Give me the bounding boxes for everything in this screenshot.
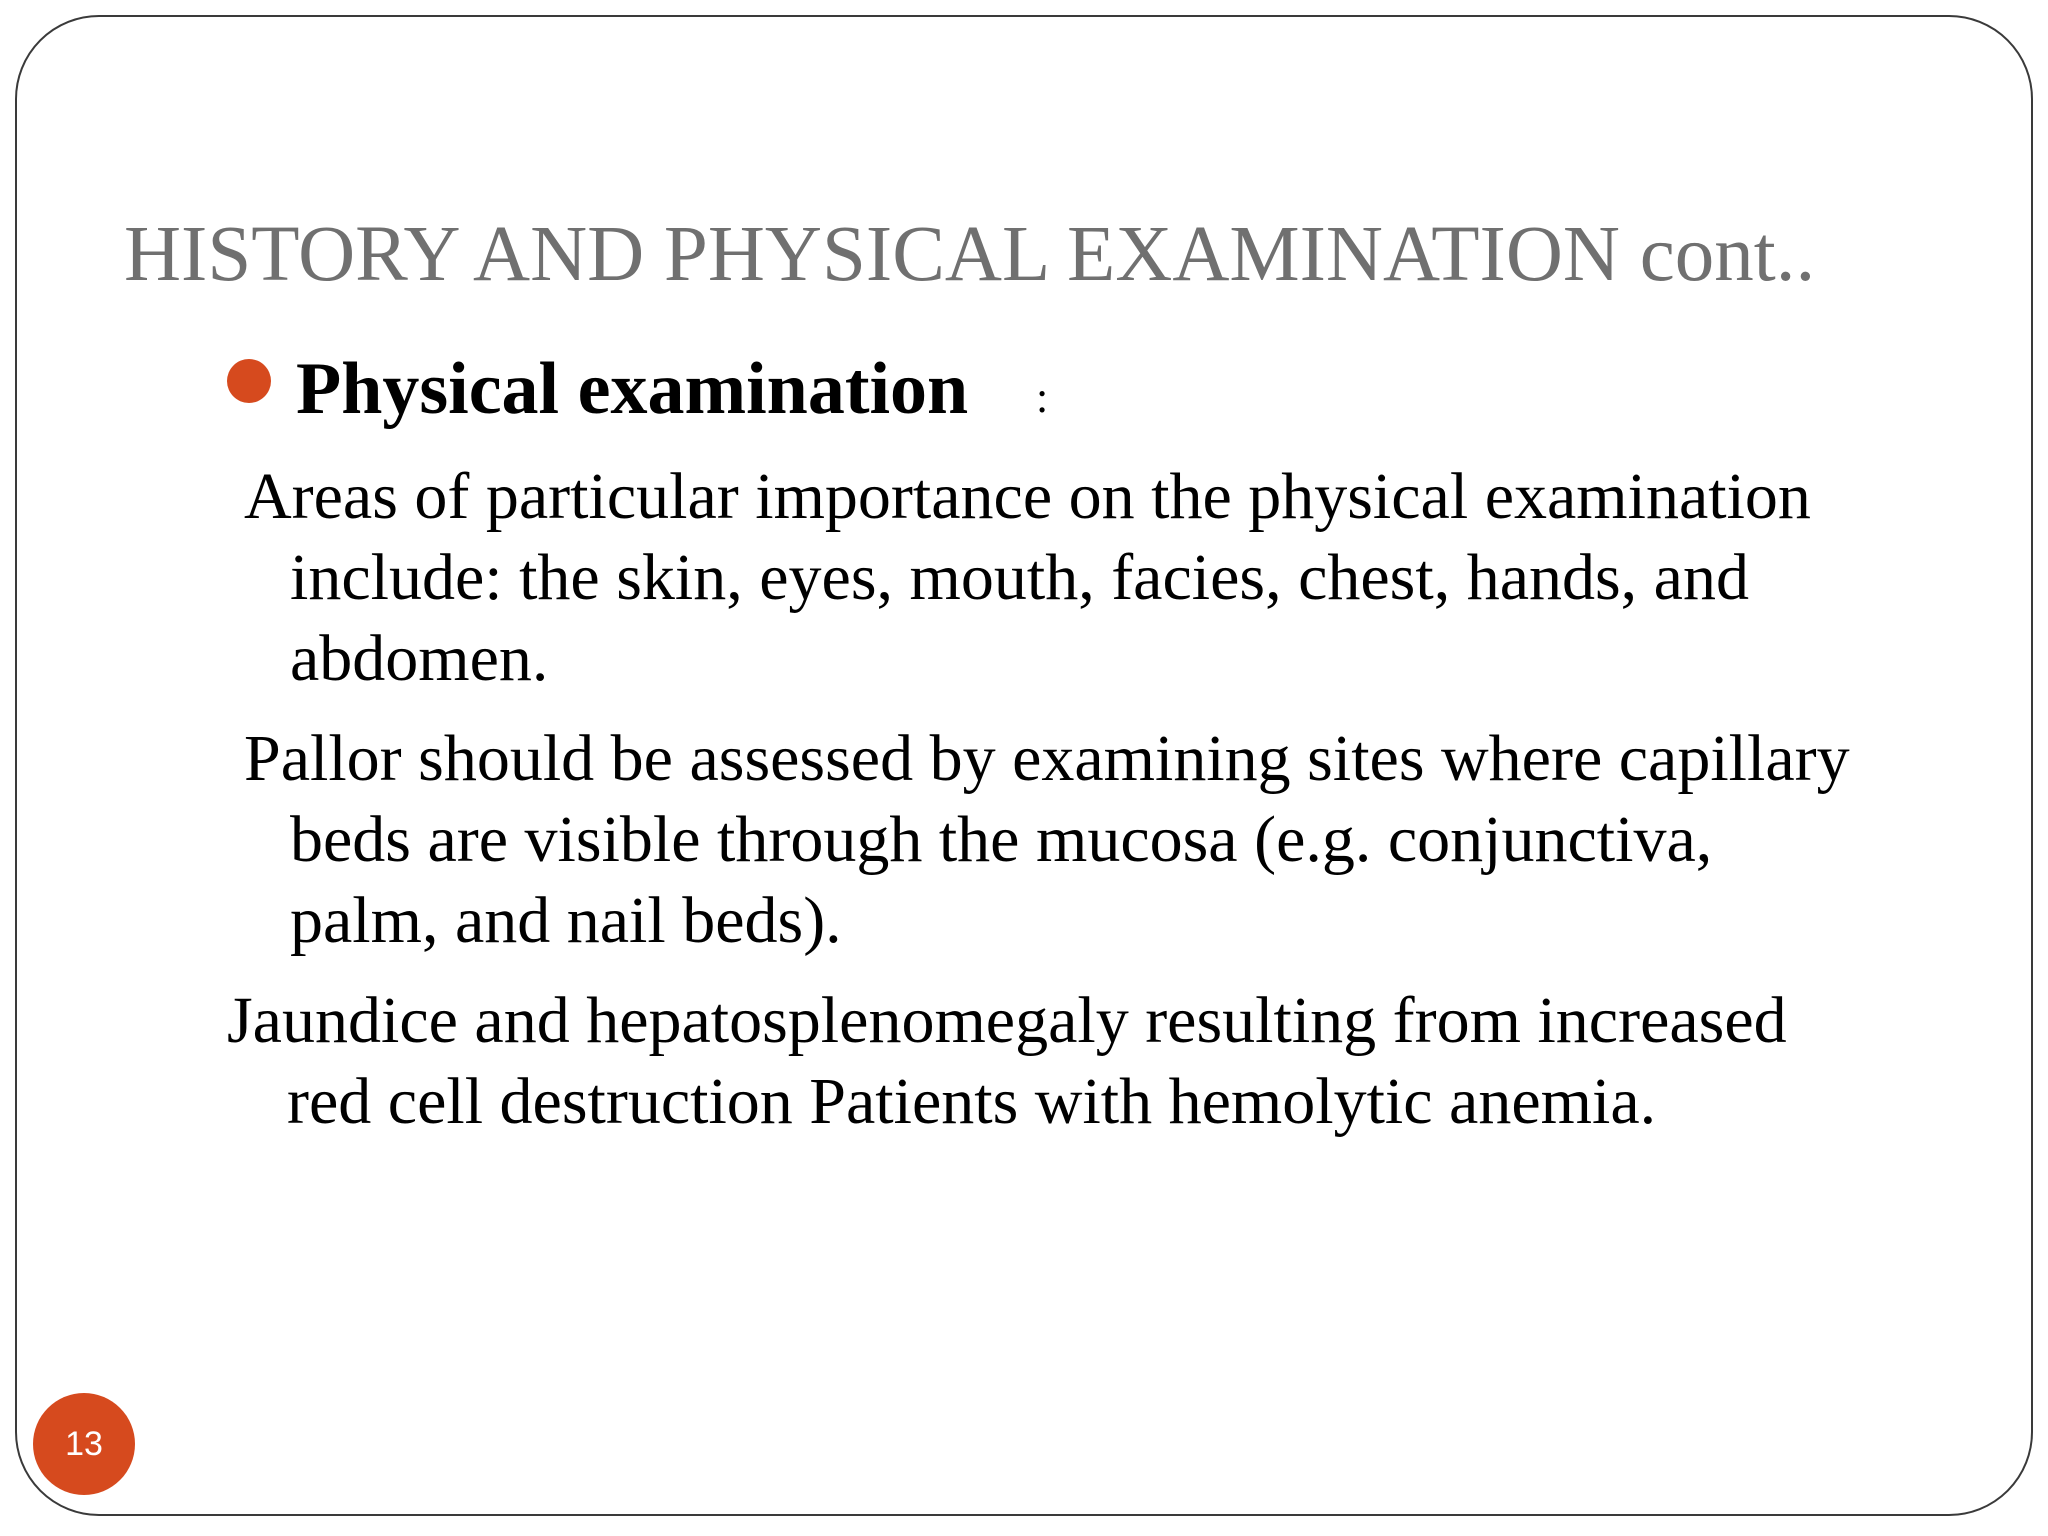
- paragraph-line: Jaundice and hepatosplenomegaly resulting from increased: [227, 984, 1787, 1057]
- paragraph-line: abdomen.: [290, 622, 549, 695]
- paragraph-areas: [244, 456, 1811, 699]
- section-heading-colon: :: [1036, 373, 1049, 422]
- section-heading: Physical examination: [296, 348, 969, 430]
- bullet-dot-icon: [227, 359, 271, 403]
- paragraph-jaundice: [227, 980, 1787, 1142]
- paragraph-line: Areas of particular importance on the physical examination: [244, 460, 1811, 533]
- paragraph-line: beds are visible through the mucosa (e.g. conjunctiva,: [290, 803, 1713, 876]
- paragraph-pallor: [244, 718, 1850, 961]
- paragraph-line: include: the skin, eyes, mouth, facies, chest, hands, and: [290, 541, 1749, 614]
- paragraph-line: Pallor should be assessed by examining sites where capillary: [244, 722, 1850, 795]
- slide-title: HISTORY AND PHYSICAL EXAMINATION cont..: [124, 211, 1816, 298]
- paragraph-line: palm, and nail beds).: [290, 884, 842, 957]
- page-number-badge: 13: [33, 1393, 135, 1495]
- paragraph-line: red cell destruction Patients with hemolytic anemia.: [287, 1065, 1657, 1138]
